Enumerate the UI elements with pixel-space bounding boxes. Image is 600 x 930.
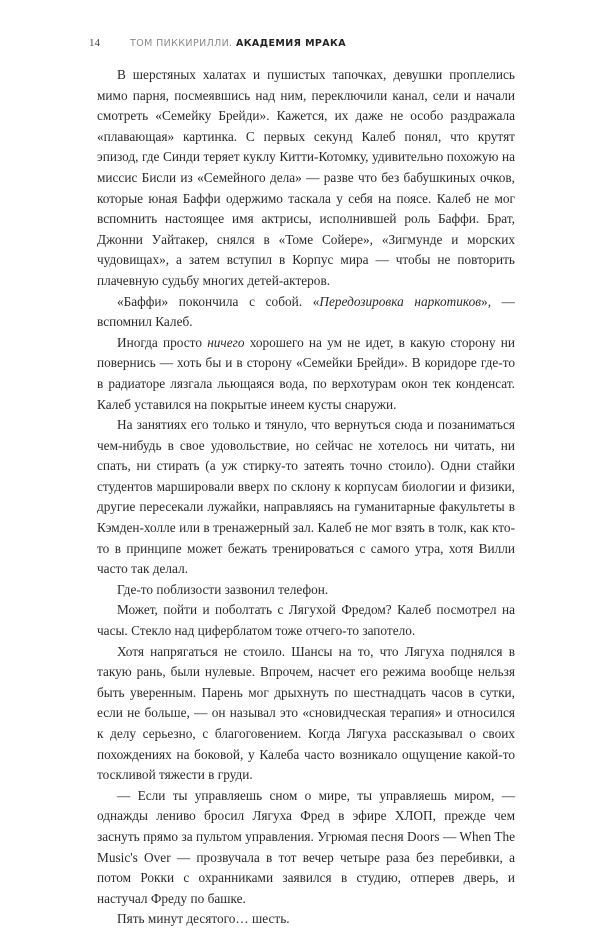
paragraph: Хотя напрягаться не стоило. Шансы на то, что Лягуха поднялся в такую рань, были нулевые. Впрочем, насчет его режима вообще нельзя быть уверенным. Парень мог дрыхнуть по шестнадцать часов в сутки, если не больше, — он называл это «сновидческая терапия» и относился к делу серьезно, с благоговением. Когда Лягуха рассказывал о своих похождениях на боковой, у Калеба часто возникало ощущение какой-то тоскливой тяжести в груди. (97, 643, 515, 783)
italic-text: ничего (207, 334, 245, 350)
paragraph (97, 333, 515, 415)
paragraph: В шерстяных халатах и пушистых тапочках, девушки проплелись мимо парня, посмеявшись над ним, переключили канал, сели и начали смотреть «Семейку Брейди». Кажется, их даже не особо раздражала «плавающая» картинка. С первых секунд Калеб понял, что крутят эпизод, где Синди теряет куклу Китти-Котомку, удивительно похожую на миссис Бисли из «Семейного дела» — разве что без бабушкиных очков, которые юная Баффи одержимо таскала у себя на поясе. Калеб не мог вспомнить настоящее имя актрисы, исполнившей роль Баффи. Брат, Джонни Уайтакер, снялся в «Томе Сойере», «Зигмунде и морских чудовищах», а затем вступил в Корпус мира — чтобы не повторить плачевную судьбу многих детей-актеров. (97, 67, 515, 288)
author-name: ТОМ ПИККИРИЛЛИ. (130, 38, 233, 49)
italic-text: Передозировка наркотиков (319, 293, 482, 309)
paragraph: Пять минут десятого… шесть. (117, 911, 290, 927)
running-head (89, 36, 346, 50)
text-run: », — вспомнил Калеб. (97, 293, 515, 330)
text-run: Иногда просто (117, 334, 208, 350)
paragraph (97, 292, 515, 333)
text-run: хорошего на ум не идет, в какую сторону ни повернись — хоть бы и в сторону «Семейки Брейди». В коридоре где-то в радиаторе лязгала льющаяся вода, по верхотурам окон тек конденсат. Калеб уставился на покрытые инеем кусты снаружи. (97, 334, 516, 412)
page-number: 14 (89, 37, 100, 49)
paragraph: Где-то поблизости зазвонил телефон. (117, 581, 329, 597)
paragraph: На занятиях его только и тянуло, что вернуться сюда и позаниматься чем-нибудь в свое удовольствие, но сейчас не хотелось ни читать, ни спать, ни стирать (а уж стирку-то затеять точно стоило). Одни стайки студентов маршировали вверх по склону к корпусам биологии и физики, другие пересекали лужайки, направляясь на гуманитарные факультеты в Кэмден-холле или в тренажерный зал. Калеб не мог взять в толк, как кто-то в принципе может бежать тренироваться с самого утра, хотя Вилли часто так делал. (97, 417, 515, 577)
text-run: «Баффи» покончила с собой. « (117, 293, 320, 309)
paragraph: — Если ты управляешь сном о мире, ты управляешь миром, — однажды лениво бросил Лягуха Фред в эфире ХЛОП, прежде чем заснуть прямо за пультом управления. Угрюмая песня Doors — When The Music's Over — прозвучала в тот вечер четыре раза без перебивки, а потом Рокки с охранниками заявился в студию, отперев дверь, и настучал Фреду по башке. (97, 787, 515, 906)
paragraph: Может, пойти и поболтать с Лягухой Фредом? Калеб посмотрел на часы. Стекло над циферблатом тоже отчего-то запотело. (97, 602, 515, 639)
body-text (97, 65, 515, 930)
book-title: АКАДЕМИЯ МРАКА (236, 38, 346, 49)
